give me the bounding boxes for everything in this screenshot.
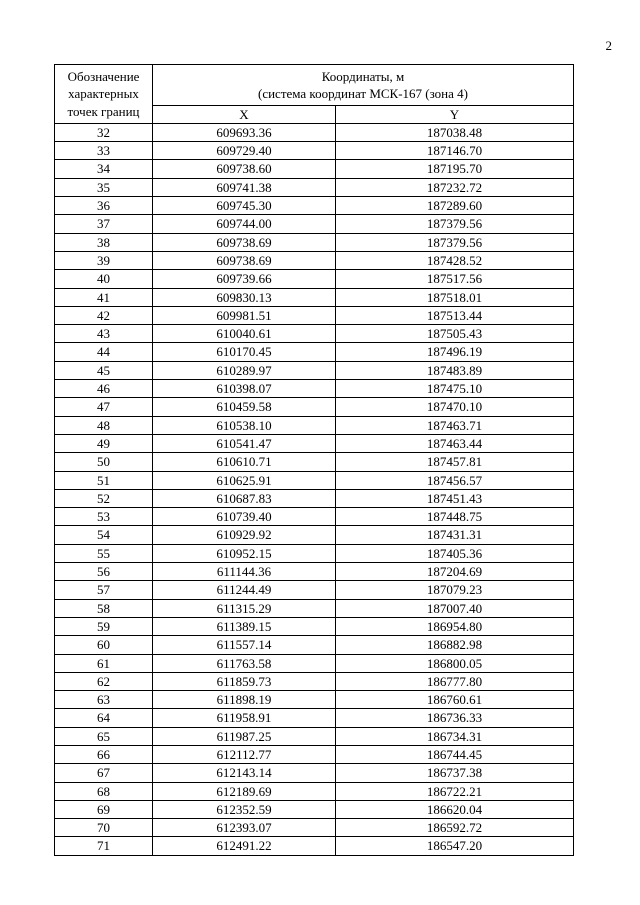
table-row: [55, 142, 574, 160]
point-number-cell: 41: [55, 288, 153, 306]
point-number-cell: 35: [55, 178, 153, 196]
y-coordinate-cell: 187007.40: [336, 599, 574, 617]
y-coordinate-cell: 187405.36: [336, 544, 574, 562]
table-row: [55, 306, 574, 324]
x-coordinate-cell: 609739.66: [153, 270, 336, 288]
point-number-cell: 65: [55, 727, 153, 745]
x-coordinate-cell: 610687.83: [153, 489, 336, 507]
y-coordinate-cell: 187475.10: [336, 380, 574, 398]
x-coordinate-cell: 609830.13: [153, 288, 336, 306]
y-coordinate-cell: 186592.72: [336, 819, 574, 837]
y-coordinate-cell: 187146.70: [336, 142, 574, 160]
y-coordinate-cell: 187038.48: [336, 123, 574, 141]
table-row: [55, 489, 574, 507]
table-row: [55, 270, 574, 288]
y-coordinate-cell: 187496.19: [336, 343, 574, 361]
x-coordinate-cell: 609729.40: [153, 142, 336, 160]
point-number-cell: 32: [55, 123, 153, 141]
table-row: [55, 197, 574, 215]
point-number-cell: 43: [55, 325, 153, 343]
point-number-cell: 52: [55, 489, 153, 507]
point-number-cell: 63: [55, 691, 153, 709]
table-row: [55, 325, 574, 343]
point-number-cell: 58: [55, 599, 153, 617]
x-coordinate-cell: 609738.69: [153, 251, 336, 269]
x-coordinate-cell: 611898.19: [153, 691, 336, 709]
x-coordinate-cell: 612491.22: [153, 837, 336, 855]
point-number-cell: 54: [55, 526, 153, 544]
y-coordinate-cell: 186736.33: [336, 709, 574, 727]
point-number-cell: 61: [55, 654, 153, 672]
y-coordinate-cell: 187513.44: [336, 306, 574, 324]
x-coordinate-cell: 609745.30: [153, 197, 336, 215]
point-number-cell: 69: [55, 800, 153, 818]
y-coordinate-cell: 187289.60: [336, 197, 574, 215]
table-row: [55, 178, 574, 196]
x-coordinate-cell: 610610.71: [153, 453, 336, 471]
y-coordinate-cell: 187195.70: [336, 160, 574, 178]
table-row: [55, 508, 574, 526]
point-number-cell: 66: [55, 745, 153, 763]
x-coordinate-cell: 612143.14: [153, 764, 336, 782]
y-coordinate-cell: 186620.04: [336, 800, 574, 818]
point-number-cell: 36: [55, 197, 153, 215]
y-coordinate-cell: 187448.75: [336, 508, 574, 526]
x-coordinate-cell: 610538.10: [153, 416, 336, 434]
x-coordinate-cell: 609981.51: [153, 306, 336, 324]
y-coordinate-cell: 187379.56: [336, 233, 574, 251]
point-number-cell: 44: [55, 343, 153, 361]
table-row: [55, 233, 574, 251]
x-coordinate-cell: 611389.15: [153, 617, 336, 635]
x-coordinate-cell: 609738.69: [153, 233, 336, 251]
y-coordinate-cell: 187079.23: [336, 581, 574, 599]
point-number-cell: 37: [55, 215, 153, 233]
point-number-cell: 33: [55, 142, 153, 160]
table-row: [55, 764, 574, 782]
x-coordinate-cell: 611859.73: [153, 672, 336, 690]
table-row: [55, 160, 574, 178]
table-row: [55, 453, 574, 471]
point-number-cell: 62: [55, 672, 153, 690]
x-coordinate-cell: 612393.07: [153, 819, 336, 837]
x-coordinate-cell: 611557.14: [153, 636, 336, 654]
x-coordinate-cell: 610289.97: [153, 361, 336, 379]
coordinates-subtitle: (система координат МСК-167 (зона 4): [258, 86, 468, 102]
y-coordinate-cell: 187379.56: [336, 215, 574, 233]
table-row: [55, 782, 574, 800]
page-number: 2: [605, 38, 612, 53]
x-column-header: X: [153, 105, 336, 123]
x-coordinate-cell: 610459.58: [153, 398, 336, 416]
table-row: [55, 380, 574, 398]
x-coordinate-cell: 611763.58: [153, 654, 336, 672]
table-row: [55, 123, 574, 141]
y-coordinate-cell: 187470.10: [336, 398, 574, 416]
y-coordinate-cell: 187463.71: [336, 416, 574, 434]
table-row: [55, 654, 574, 672]
point-number-cell: 56: [55, 563, 153, 581]
y-coordinate-cell: 186954.80: [336, 617, 574, 635]
point-number-cell: 60: [55, 636, 153, 654]
x-coordinate-cell: 609693.36: [153, 123, 336, 141]
y-coordinate-cell: 187463.44: [336, 434, 574, 452]
point-header-line: Обозначение: [67, 69, 140, 84]
point-number-cell: 46: [55, 380, 153, 398]
x-coordinate-cell: 610739.40: [153, 508, 336, 526]
table-row: [55, 361, 574, 379]
x-coordinate-cell: 611144.36: [153, 563, 336, 581]
table-row: [55, 343, 574, 361]
x-coordinate-cell: 612112.77: [153, 745, 336, 763]
y-coordinate-cell: 187518.01: [336, 288, 574, 306]
x-coordinate-cell: 610170.45: [153, 343, 336, 361]
point-designation-header: [55, 65, 153, 124]
point-number-cell: 34: [55, 160, 153, 178]
x-coordinate-cell: 610625.91: [153, 471, 336, 489]
y-coordinate-cell: 187451.43: [336, 489, 574, 507]
table-row: [55, 251, 574, 269]
x-coordinate-cell: 611315.29: [153, 599, 336, 617]
coordinates-title: Координаты, м: [321, 69, 405, 84]
y-coordinate-cell: 186737.38: [336, 764, 574, 782]
y-coordinate-cell: 187204.69: [336, 563, 574, 581]
y-coordinate-cell: 187483.89: [336, 361, 574, 379]
x-coordinate-cell: 610541.47: [153, 434, 336, 452]
coordinates-header: [153, 65, 574, 106]
table-row: [55, 837, 574, 855]
table-row: [55, 709, 574, 727]
point-number-cell: 59: [55, 617, 153, 635]
y-coordinate-cell: 187505.43: [336, 325, 574, 343]
y-coordinate-cell: 187517.56: [336, 270, 574, 288]
point-number-cell: 45: [55, 361, 153, 379]
table-row: [55, 416, 574, 434]
x-coordinate-cell: 609738.60: [153, 160, 336, 178]
table-row: [55, 581, 574, 599]
y-coordinate-cell: 187232.72: [336, 178, 574, 196]
point-number-cell: 42: [55, 306, 153, 324]
x-coordinate-cell: 609744.00: [153, 215, 336, 233]
point-number-cell: 51: [55, 471, 153, 489]
x-coordinate-cell: 610398.07: [153, 380, 336, 398]
y-column-header: Y: [336, 105, 574, 123]
x-coordinate-cell: 609741.38: [153, 178, 336, 196]
point-number-cell: 55: [55, 544, 153, 562]
point-number-cell: 71: [55, 837, 153, 855]
table-row: [55, 526, 574, 544]
point-number-cell: 48: [55, 416, 153, 434]
point-number-cell: 64: [55, 709, 153, 727]
x-coordinate-cell: 611244.49: [153, 581, 336, 599]
table-row: [55, 599, 574, 617]
table-row: [55, 288, 574, 306]
table-row: [55, 636, 574, 654]
point-number-cell: 50: [55, 453, 153, 471]
x-coordinate-cell: 611987.25: [153, 727, 336, 745]
table-row: [55, 398, 574, 416]
point-number-cell: 39: [55, 251, 153, 269]
x-coordinate-cell: 610952.15: [153, 544, 336, 562]
y-coordinate-cell: 186744.45: [336, 745, 574, 763]
table-row: [55, 819, 574, 837]
table-row: [55, 691, 574, 709]
table-row: [55, 471, 574, 489]
y-coordinate-cell: 187456.57: [336, 471, 574, 489]
point-number-cell: 53: [55, 508, 153, 526]
y-coordinate-cell: 186722.21: [336, 782, 574, 800]
table-row: [55, 745, 574, 763]
table-row: [55, 563, 574, 581]
y-coordinate-cell: 186777.80: [336, 672, 574, 690]
x-coordinate-cell: 612189.69: [153, 782, 336, 800]
y-coordinate-cell: 186760.61: [336, 691, 574, 709]
point-number-cell: 70: [55, 819, 153, 837]
table-row: [55, 544, 574, 562]
x-coordinate-cell: 612352.59: [153, 800, 336, 818]
point-number-cell: 47: [55, 398, 153, 416]
y-coordinate-cell: 187457.81: [336, 453, 574, 471]
point-number-cell: 67: [55, 764, 153, 782]
y-coordinate-cell: 186547.20: [336, 837, 574, 855]
x-coordinate-cell: 611958.91: [153, 709, 336, 727]
y-coordinate-cell: 187428.52: [336, 251, 574, 269]
point-number-cell: 57: [55, 581, 153, 599]
table-row: [55, 434, 574, 452]
point-header-line: характерных: [68, 86, 139, 102]
table-row: [55, 215, 574, 233]
table-row: [55, 617, 574, 635]
y-coordinate-cell: 187431.31: [336, 526, 574, 544]
y-coordinate-cell: 186734.31: [336, 727, 574, 745]
x-coordinate-cell: 610929.92: [153, 526, 336, 544]
coordinates-table: [54, 64, 574, 856]
y-coordinate-cell: 186882.98: [336, 636, 574, 654]
y-coordinate-cell: 186800.05: [336, 654, 574, 672]
point-header-line: точек границ: [67, 103, 140, 119]
table-row: [55, 727, 574, 745]
table-row: [55, 800, 574, 818]
x-coordinate-cell: 610040.61: [153, 325, 336, 343]
point-number-cell: 49: [55, 434, 153, 452]
point-number-cell: 40: [55, 270, 153, 288]
table-row: [55, 672, 574, 690]
point-number-cell: 68: [55, 782, 153, 800]
point-number-cell: 38: [55, 233, 153, 251]
